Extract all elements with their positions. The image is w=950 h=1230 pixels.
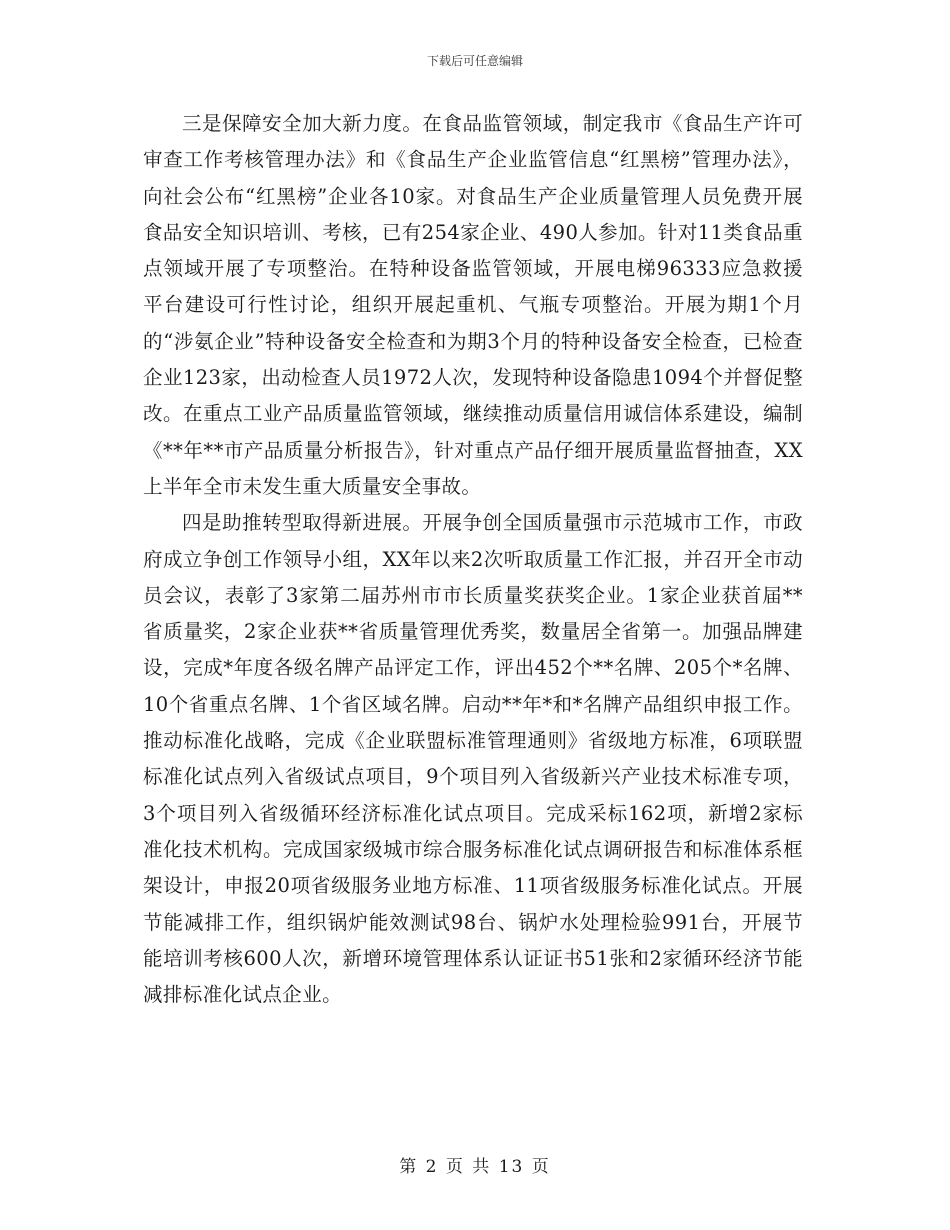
paragraph-2: 四是助推转型取得新进展。开展争创全国质量强市示范城市工作，市政府成立争创工作领导小组，XX年以来2次听取质量工作汇报，并召开全市动员会议，表彰了3家第二届苏州市市长质量奖获奖企业。1家企业获首届**省质量奖，2家企业获**省质量管理优秀奖，数量居全省第一。加强品牌建设，完成*年度各级名牌产品评定工作，评出452个**名牌、205个*名牌、10个省重点名牌、1个省区域名牌。启动**年*和*名牌产品组织申报工作。推动标准化战略，完成《企业联盟标准管理通则》省级地方标准，6项联盟标准化试点列入省级试点项目，9个项目列入省级新兴产业技术标准专项，3个项目列入省级循环经济标准化试点项目。完成采标162项，新增2家标准化技术机构。完成国家级城市综合服务标准化试点调研报告和标准体系框架设计，申报20项省级服务业地方标准、11项省级服务标准化试点。开展节能减排工作，组织锅炉能效测试98台、锅炉水处理检验991台，开展节能培训考核600人次，新增环境管理体系认证证书51张和2家循环经济节能减排标准化试点企业。 [143, 511, 803, 1007]
paragraph-1: 三是保障安全加大新力度。在食品监管领域，制定我市《食品生产许可审查工作考核管理办法》和《食品生产企业监管信息“红黑榜”管理办法》，向社会公布“红黑榜”企业各10家。对食品生产企业质量管理人员免费开展食品安全知识培训、考核，已有254家企业、490人参加。针对11类食品重点领域开展了专项整治。在特种设备监管领域，开展电梯96333应急救援平台建设可行性讨论，组织开展起重机、气瓶专项整治。开展为期1个月的“涉氨企业”特种设备安全检查和为期3个月的特种设备安全检查，已检查企业123家，出动检查人员1972人次，发现特种设备隐患1094个并督促整改。在重点工业产品质量监管领域，继续推动质量信用诚信体系建设，编制《**年**市产品质量分析报告》，针对重点产品仔细开展质量监督抽查，XX上半年全市未发生重大质量安全事故。 [143, 112, 803, 498]
document-body [143, 106, 803, 1013]
page-number: 第 2 页 共 13 页 [399, 1157, 551, 1177]
page-header-note: 下载后可任意编辑 [426, 54, 523, 68]
